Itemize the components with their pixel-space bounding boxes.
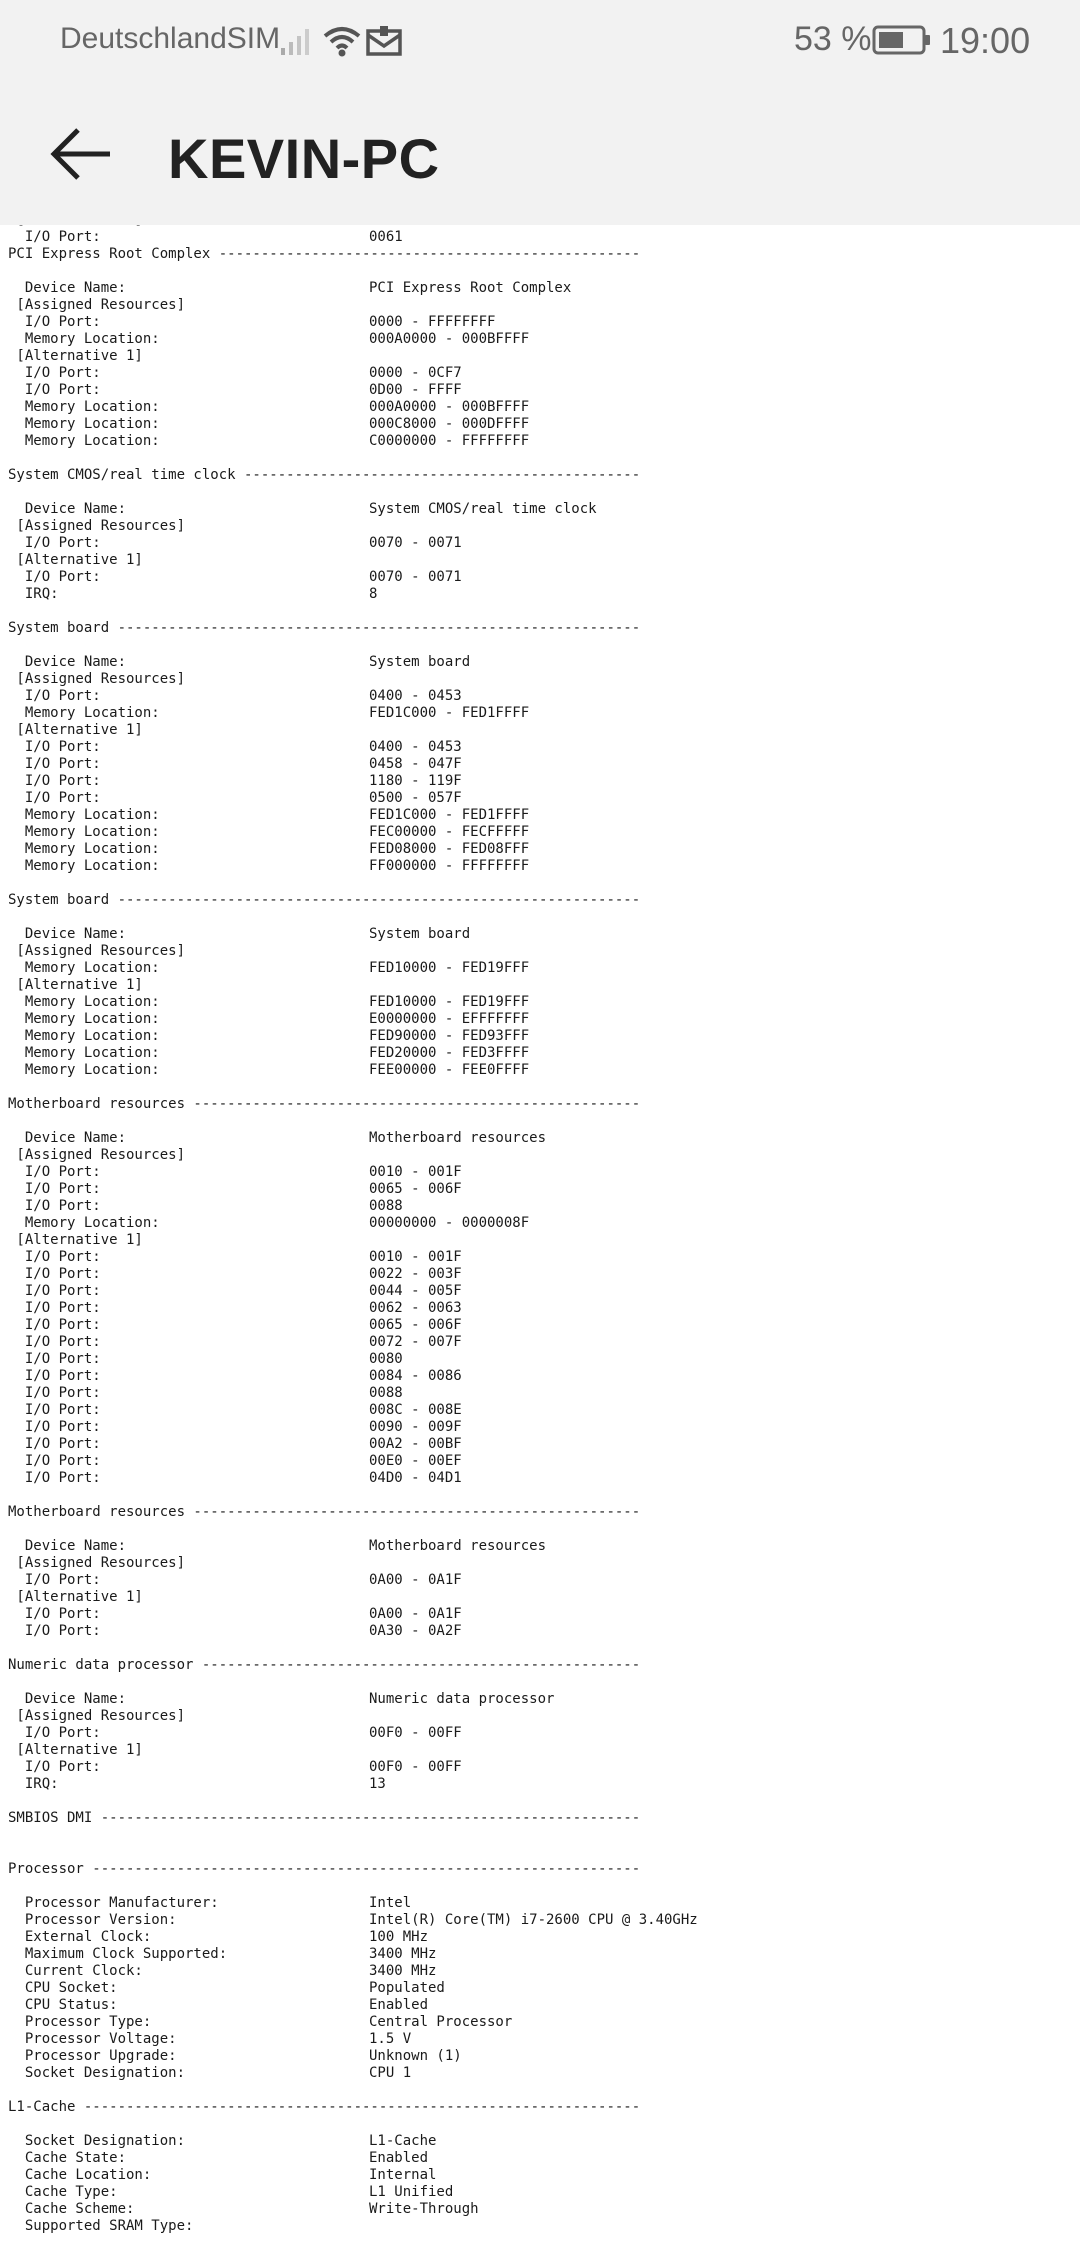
line-label: I/O Port: xyxy=(8,1453,101,1469)
report-line xyxy=(8,1130,547,1147)
line-value: 00F0 - 00FF xyxy=(369,1725,462,1741)
line-label: I/O Port: xyxy=(8,688,101,704)
line-value: 0065 - 006F xyxy=(369,1181,462,1197)
subsection-label xyxy=(8,671,185,688)
line-label: I/O Port: xyxy=(8,1351,101,1367)
line-label: Memory Location: xyxy=(8,994,160,1010)
line-label: Processor Manufacturer: xyxy=(8,1895,219,1911)
line-value: FED90000 - FED93FFF xyxy=(369,1028,530,1044)
line-value: 00E0 - 00EF xyxy=(369,1453,462,1469)
line-value: 0458 - 047F xyxy=(369,756,462,772)
report-line xyxy=(8,1759,462,1776)
line-label: I/O Port: xyxy=(8,773,101,789)
line-value: 0084 - 0086 xyxy=(369,1368,462,1384)
subsection-label xyxy=(8,722,143,739)
line-label: Memory Location: xyxy=(8,331,160,347)
report-line xyxy=(8,1453,462,1470)
section-header xyxy=(8,1504,640,1521)
report-line xyxy=(8,416,530,433)
report-line xyxy=(8,739,462,756)
subsection-label xyxy=(8,943,185,960)
line-label: Processor Upgrade: xyxy=(8,2048,177,2064)
line-label: Device Name: xyxy=(8,1691,127,1707)
line-label: [Alternative 1] xyxy=(8,1232,143,1248)
line-label: [Alternative 1] xyxy=(8,1589,143,1605)
line-label: [Assigned Resources] xyxy=(8,671,186,687)
line-value: FEE00000 - FEE0FFFF xyxy=(369,1062,530,1078)
line-label: I/O Port: xyxy=(8,365,101,381)
line-label: Device Name: xyxy=(8,1130,127,1146)
line-value: 0088 xyxy=(369,1385,403,1401)
line-label: Maximum Clock Supported: xyxy=(8,1946,228,1962)
line-label: Cache State: xyxy=(8,2150,127,2166)
subsection-label xyxy=(8,348,143,365)
line-label: I/O Port: xyxy=(8,1402,101,1418)
line-label: Device Name: xyxy=(8,1538,127,1554)
line-value: FED08000 - FED08FFF xyxy=(369,841,530,857)
line-value: 3400 MHz xyxy=(369,1946,437,1962)
subsection-label xyxy=(8,297,185,314)
arrow-back-icon xyxy=(40,112,124,196)
line-label: Motherboard resources ----------------------------------------------------- xyxy=(8,1504,641,1520)
line-label: Memory Location: xyxy=(8,807,160,823)
line-value: 0010 - 001F xyxy=(369,1164,462,1180)
line-value: 0072 - 007F xyxy=(369,1334,462,1350)
report-line xyxy=(8,1725,462,1742)
line-label: System CMOS/real time clock ----------------------------------------------- xyxy=(8,467,641,483)
line-value: 008C - 008E xyxy=(369,1402,462,1418)
line-label: Device Name: xyxy=(8,501,127,517)
report-line xyxy=(8,382,462,399)
report-line xyxy=(8,569,462,586)
line-value: 0080 xyxy=(369,1351,403,1367)
line-value: 000A0000 - 000BFFFF xyxy=(369,331,530,347)
line-label: System board -------------------------------------------------------------- xyxy=(8,620,641,636)
report-line xyxy=(8,841,530,858)
report-line xyxy=(8,1946,437,1963)
line-label: Memory Location: xyxy=(8,1028,160,1044)
report-line xyxy=(8,807,530,824)
report-line xyxy=(8,2167,437,2184)
report-line xyxy=(8,331,530,348)
line-value: Write-Through xyxy=(369,2201,479,2217)
line-label: PCI Express Root Complex -------------------------------------------------- xyxy=(8,246,641,262)
line-label: [Alternative 1] xyxy=(8,552,143,568)
line-label: Memory Location: xyxy=(8,399,160,415)
report-line xyxy=(8,790,462,807)
report-line xyxy=(8,1470,462,1487)
report-line xyxy=(8,926,471,943)
line-value: 0044 - 005F xyxy=(369,1283,462,1299)
line-value: 00F0 - 00FF xyxy=(369,1759,462,1775)
line-label: Device Name: xyxy=(8,926,127,942)
line-label: Cache Type: xyxy=(8,2184,118,2200)
line-value: Internal xyxy=(369,2167,437,2183)
line-value: FED10000 - FED19FFF xyxy=(369,960,530,976)
report-line xyxy=(8,501,597,518)
report-line xyxy=(8,314,496,331)
report-line xyxy=(8,1045,530,1062)
line-label: I/O Port: xyxy=(8,1164,101,1180)
line-value: 8 xyxy=(369,586,378,602)
report-line xyxy=(8,1181,462,1198)
line-value: Enabled xyxy=(369,1997,429,2013)
line-value: 0000 - FFFFFFFF xyxy=(369,314,496,330)
line-label: Memory Location: xyxy=(8,960,160,976)
line-value: Numeric data processor xyxy=(369,1691,555,1707)
report-line xyxy=(8,1997,429,2014)
subsection-label xyxy=(8,977,143,994)
line-value: 13 xyxy=(369,1776,386,1792)
report-line xyxy=(8,1317,462,1334)
line-value: 0088 xyxy=(369,1198,403,1214)
report-line xyxy=(8,1572,462,1589)
report-line xyxy=(8,2133,437,2150)
report-line xyxy=(8,773,462,790)
line-label: I/O Port: xyxy=(8,1572,101,1588)
report-line xyxy=(8,1266,462,1283)
line-label: L1-Cache ------------------------------------------------------------------ xyxy=(8,2099,641,2115)
line-value: 0061 xyxy=(369,229,403,245)
line-value: 100 MHz xyxy=(369,1929,429,1945)
report-line xyxy=(8,586,378,603)
mail-icon xyxy=(366,26,402,61)
line-value: E0000000 - EFFFFFFF xyxy=(369,1011,530,1027)
line-value: 0010 - 001F xyxy=(369,1249,462,1265)
report-line xyxy=(8,824,530,841)
section-header xyxy=(8,2099,640,2116)
section-header xyxy=(8,1657,640,1674)
signal-icon xyxy=(280,26,314,61)
line-label: CPU Status: xyxy=(8,1997,118,2013)
report-line xyxy=(8,1249,462,1266)
line-value: Central Processor xyxy=(369,2014,513,2030)
line-label: Memory Location: xyxy=(8,1215,160,1231)
line-label: Memory Location: xyxy=(8,1045,160,1061)
line-label: Memory Location: xyxy=(8,1062,160,1078)
line-label: Cache Scheme: xyxy=(8,2201,135,2217)
subsection-label xyxy=(8,1147,185,1164)
status-bar xyxy=(0,0,1080,80)
report-line xyxy=(8,1351,403,1368)
line-label: I/O Port: xyxy=(8,314,101,330)
line-value: 000C8000 - 000DFFFF xyxy=(369,416,530,432)
subsection-label xyxy=(8,1589,143,1606)
line-label: I/O Port: xyxy=(8,790,101,806)
section-header xyxy=(8,1861,640,1878)
line-label: CPU Socket: xyxy=(8,1980,118,1996)
report-line xyxy=(8,1538,547,1555)
report-line xyxy=(8,1385,403,1402)
report-line xyxy=(8,1436,462,1453)
line-value: Enabled xyxy=(369,2150,429,2166)
battery-icon xyxy=(872,25,932,60)
report-line xyxy=(8,399,530,416)
line-label: [Assigned Resources] xyxy=(8,518,186,534)
line-label: I/O Port: xyxy=(8,1419,101,1435)
report-line xyxy=(8,1963,437,1980)
line-value: FF000000 - FFFFFFFF xyxy=(369,858,530,874)
report-line xyxy=(8,1980,445,1997)
line-value: 1180 - 119F xyxy=(369,773,462,789)
line-label: I/O Port: xyxy=(8,1181,101,1197)
line-label: Numeric data processor ---------------------------------------------------- xyxy=(8,1657,641,1673)
subsection-label xyxy=(8,518,185,535)
report-line xyxy=(8,654,471,671)
report-line xyxy=(8,1402,462,1419)
line-value: FED20000 - FED3FFFF xyxy=(369,1045,530,1061)
report-line xyxy=(8,1776,386,1793)
report-line xyxy=(8,1198,403,1215)
carrier-name: DeutschlandSIM xyxy=(60,22,281,55)
line-value: 000A0000 - 000BFFFF xyxy=(369,399,530,415)
report-content[interactable] xyxy=(0,212,1080,2244)
line-value: 0065 - 006F xyxy=(369,1317,462,1333)
line-value: L1 Unified xyxy=(369,2184,454,2200)
line-value: Intel(R) Core(TM) i7-2600 CPU @ 3.40GHz xyxy=(369,1912,698,1928)
line-value: 1.5 V xyxy=(369,2031,412,2047)
line-label: External Clock: xyxy=(8,1929,152,1945)
line-label: [Assigned Resources] xyxy=(8,297,186,313)
subsection-label xyxy=(8,1742,143,1759)
line-value: 0A00 - 0A1F xyxy=(369,1606,462,1622)
line-value: System board xyxy=(369,654,471,670)
line-value: 04D0 - 04D1 xyxy=(369,1470,462,1486)
section-header xyxy=(8,246,640,263)
section-header xyxy=(8,892,640,909)
line-value: FED1C000 - FED1FFFF xyxy=(369,705,530,721)
line-label: I/O Port: xyxy=(8,1283,101,1299)
line-value: 0070 - 0071 xyxy=(369,569,462,585)
line-label: I/O Port: xyxy=(8,1470,101,1486)
report-line xyxy=(8,1368,462,1385)
section-header xyxy=(8,620,640,637)
line-label: I/O Port: xyxy=(8,1759,101,1775)
line-label: I/O Port: xyxy=(8,1436,101,1452)
report-line xyxy=(8,1011,530,1028)
line-label: I/O Port: xyxy=(8,535,101,551)
line-value: 00A2 - 00BF xyxy=(369,1436,462,1452)
line-label: Current Clock: xyxy=(8,1963,143,1979)
line-value: System CMOS/real time clock xyxy=(369,501,597,517)
line-label: I/O Port: xyxy=(8,1317,101,1333)
section-header xyxy=(8,1810,640,1827)
line-value: 0000 - 0CF7 xyxy=(369,365,462,381)
report-line xyxy=(8,2150,429,2167)
line-value: System board xyxy=(369,926,471,942)
line-label: Processor Type: xyxy=(8,2014,152,2030)
line-label: Memory Location: xyxy=(8,824,160,840)
report-line xyxy=(8,1912,698,1929)
line-label: Memory Location: xyxy=(8,433,160,449)
line-value: 0A00 - 0A1F xyxy=(369,1572,462,1588)
line-label: IRQ: xyxy=(8,586,59,602)
line-label: System board -------------------------------------------------------------- xyxy=(8,892,641,908)
line-value: 0022 - 003F xyxy=(369,1266,462,1282)
line-label: I/O Port: xyxy=(8,756,101,772)
line-value: C0000000 - FFFFFFFF xyxy=(369,433,530,449)
report-line xyxy=(8,1623,462,1640)
line-value: 0A30 - 0A2F xyxy=(369,1623,462,1639)
report-line xyxy=(8,2184,454,2201)
report-line xyxy=(8,365,462,382)
line-label: [Assigned Resources] xyxy=(8,1555,186,1571)
report-line xyxy=(8,229,403,246)
line-label: Device Name: xyxy=(8,280,127,296)
line-label: I/O Port: xyxy=(8,382,101,398)
line-value: 0070 - 0071 xyxy=(369,535,462,551)
report-line xyxy=(8,2048,462,2065)
line-label: [Alternative 1] xyxy=(8,977,143,993)
line-value: Populated xyxy=(369,1980,445,1996)
line-value: FEC00000 - FECFFFFF xyxy=(369,824,530,840)
line-value: Motherboard resources xyxy=(369,1130,547,1146)
line-value: 0090 - 009F xyxy=(369,1419,462,1435)
line-label: [Alternative 1] xyxy=(8,1742,143,1758)
report-line xyxy=(8,1419,462,1436)
report-line xyxy=(8,688,462,705)
report-line xyxy=(8,1283,462,1300)
line-value: FED1C000 - FED1FFFF xyxy=(369,807,530,823)
line-label: Memory Location: xyxy=(8,1011,160,1027)
line-label: Supported SRAM Type: xyxy=(8,2218,194,2234)
line-label: Memory Location: xyxy=(8,416,160,432)
line-label: I/O Port: xyxy=(8,1266,101,1282)
line-value: FED10000 - FED19FFF xyxy=(369,994,530,1010)
subsection-label xyxy=(8,1555,185,1572)
line-label: Cache Location: xyxy=(8,2167,152,2183)
report-line xyxy=(8,433,530,450)
line-value: L1-Cache xyxy=(369,2133,437,2149)
report-line xyxy=(8,2201,479,2218)
line-label: IRQ: xyxy=(8,1776,59,1792)
line-label: I/O Port: xyxy=(8,739,101,755)
report-line xyxy=(8,2014,513,2031)
line-label: I/O Port: xyxy=(8,1725,101,1741)
report-line xyxy=(8,756,462,773)
wifi-icon xyxy=(322,24,362,63)
line-value: 0062 - 0063 xyxy=(369,1300,462,1316)
report-line xyxy=(8,1028,530,1045)
line-label: I/O Port: xyxy=(8,1300,101,1316)
report-line xyxy=(8,2065,412,2082)
line-label: Socket Designation: xyxy=(8,2133,186,2149)
report-line xyxy=(8,1215,530,1232)
report-line xyxy=(8,1606,462,1623)
report-line xyxy=(8,2031,412,2048)
line-label: Memory Location: xyxy=(8,858,160,874)
line-value: 0400 - 0453 xyxy=(369,688,462,704)
line-value: 00000000 - 0000008F xyxy=(369,1215,530,1231)
section-header xyxy=(8,467,640,484)
report-line xyxy=(8,1062,530,1079)
report-line xyxy=(8,705,530,722)
report-line xyxy=(8,858,530,875)
section-header xyxy=(8,1096,640,1113)
report-line xyxy=(8,960,530,977)
line-label: I/O Port: xyxy=(8,229,101,245)
line-label: Processor ----------------------------------------------------------------- xyxy=(8,1861,641,1877)
line-label: SMBIOS DMI ---------------------------------------------------------------- xyxy=(8,1810,641,1826)
report-line xyxy=(8,280,572,297)
line-value: CPU 1 xyxy=(369,2065,412,2081)
report-line xyxy=(8,1334,462,1351)
line-value: Intel xyxy=(369,1895,412,1911)
line-label: [Alternative 1] xyxy=(8,722,143,738)
line-label: I/O Port: xyxy=(8,1623,101,1639)
app-bar xyxy=(0,80,1080,225)
line-label: I/O Port: xyxy=(8,1606,101,1622)
line-label: Device Name: xyxy=(8,654,127,670)
line-label: I/O Port: xyxy=(8,569,101,585)
back-button[interactable] xyxy=(40,112,124,196)
line-label: I/O Port: xyxy=(8,1198,101,1214)
line-label: Memory Location: xyxy=(8,705,160,721)
line-label: [Assigned Resources] xyxy=(8,1708,186,1724)
line-value: 0D00 - FFFF xyxy=(369,382,462,398)
report-line xyxy=(8,1300,462,1317)
line-value: Unknown (1) xyxy=(369,2048,462,2064)
report-line xyxy=(8,994,530,1011)
line-label: Processor Version: xyxy=(8,1912,177,1928)
report-line xyxy=(8,1164,462,1181)
line-value: 3400 MHz xyxy=(369,1963,437,1979)
line-value: 0400 - 0453 xyxy=(369,739,462,755)
line-label: [Assigned Resources] xyxy=(8,943,186,959)
report-line xyxy=(8,1691,555,1708)
line-label: Memory Location: xyxy=(8,841,160,857)
line-label: I/O Port: xyxy=(8,1249,101,1265)
clock: 19:00 xyxy=(940,20,1031,61)
line-label: [Alternative 1] xyxy=(8,348,143,364)
subsection-label xyxy=(8,552,143,569)
line-label: I/O Port: xyxy=(8,1334,101,1350)
subsection-label xyxy=(8,1232,143,1249)
line-label: I/O Port: xyxy=(8,1368,101,1384)
report-line xyxy=(8,1895,412,1912)
line-label: I/O Port: xyxy=(8,1385,101,1401)
report-line xyxy=(8,1929,429,1946)
page-title: KEVIN-PC xyxy=(168,127,440,190)
report-line xyxy=(8,535,462,552)
battery-percentage: 53 % xyxy=(794,20,872,58)
line-label: Socket Designation: xyxy=(8,2065,186,2081)
line-value: PCI Express Root Complex xyxy=(369,280,572,296)
line-label: Processor Voltage: xyxy=(8,2031,177,2047)
report-line xyxy=(8,2218,193,2235)
line-value: 0500 - 057F xyxy=(369,790,462,806)
subsection-label xyxy=(8,1708,185,1725)
line-value: Motherboard resources xyxy=(369,1538,547,1554)
line-label: [Assigned Resources] xyxy=(8,1147,186,1163)
line-label: Motherboard resources ----------------------------------------------------- xyxy=(8,1096,641,1112)
